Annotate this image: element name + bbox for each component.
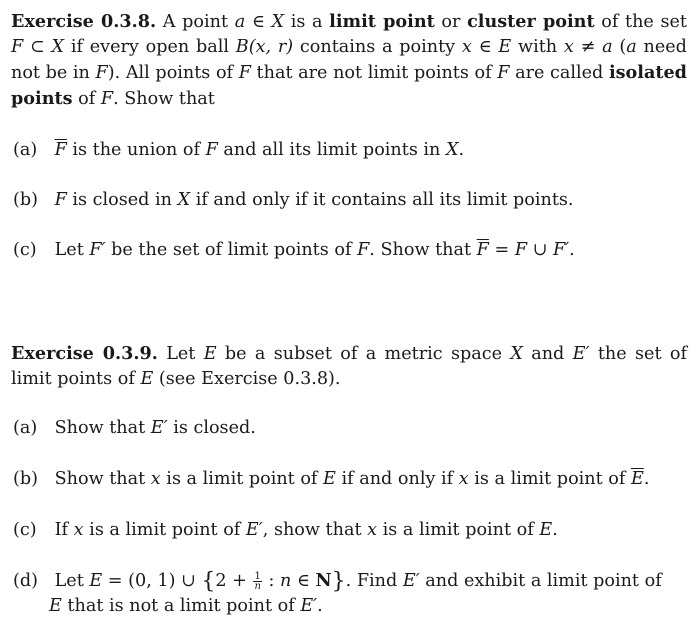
part-d-continuation: E that is not a limit point of E′. <box>49 596 323 616</box>
part-label: (b) <box>13 190 38 210</box>
part-label: (a) <box>13 140 38 160</box>
exercise-0-3-8-title: Exercise 0.3.8. <box>11 11 157 32</box>
exercise-0-3-8-part-a: (a) $\overline{F}$ is the union of F and all its limit points in X. <box>13 138 675 163</box>
exercise-0-3-9-part-a: (a) Show that E′ is closed. <box>13 416 675 441</box>
part-label: (d) <box>13 571 38 591</box>
exercise-0-3-8-part-c: (c) Let F′ be the set of limit points of F. Show that $\overline{F} = F$ ∪ F′. <box>13 238 675 263</box>
exercise-0-3-9-part-b: (b) Show that x is a limit point of E if and only if x is a limit point of $\overline{E}$. <box>13 467 675 492</box>
exercise-0-3-8-statement: Exercise 0.3.8. A point a ∈ X is a limit point or cluster point of the set F ⊂ X if every open ball B(x, r) contains a pointy x ∈ E with x ≠ a (a need not be in F). All points of F that are not limit points of F are called isolated points of F. Show that <box>11 11 687 109</box>
part-label: (a) <box>13 418 38 438</box>
part-label: (c) <box>13 240 37 260</box>
exercise-0-3-9-part-c: (c) If x is a limit point of E′, show that x is a limit point of E. <box>13 518 675 543</box>
exercise-0-3-8-part-b: (b) F is closed in X if and only if it contains all its limit points. <box>13 188 675 213</box>
exercise-0-3-9-statement: Exercise 0.3.9. Let E be a subset of a metric space X and E′ the set of limit points of E (see Exercise 0.3.8). <box>11 343 687 389</box>
term-isolated-points: isolated points <box>11 62 687 109</box>
exercise-0-3-8 <box>11 9 687 112</box>
term-limit-point: limit point <box>329 11 435 32</box>
exercise-0-3-9-title: Exercise 0.3.9. <box>11 343 158 364</box>
exercise-0-3-9-part-d: (d) Let E = (0, 1) ∪ {2 + $\frac{1}{n}$ : n ∈ N}. Find E′ and exhibit a limit point of E that is not a limit point of E′. <box>13 568 675 619</box>
part-label: (b) <box>13 469 38 489</box>
fraction-one-over-n: $\frac{1}{n}$ <box>254 570 261 592</box>
part-label: (c) <box>13 520 37 540</box>
exercise-0-3-9 <box>11 341 687 392</box>
term-cluster-point: cluster point <box>467 11 595 32</box>
